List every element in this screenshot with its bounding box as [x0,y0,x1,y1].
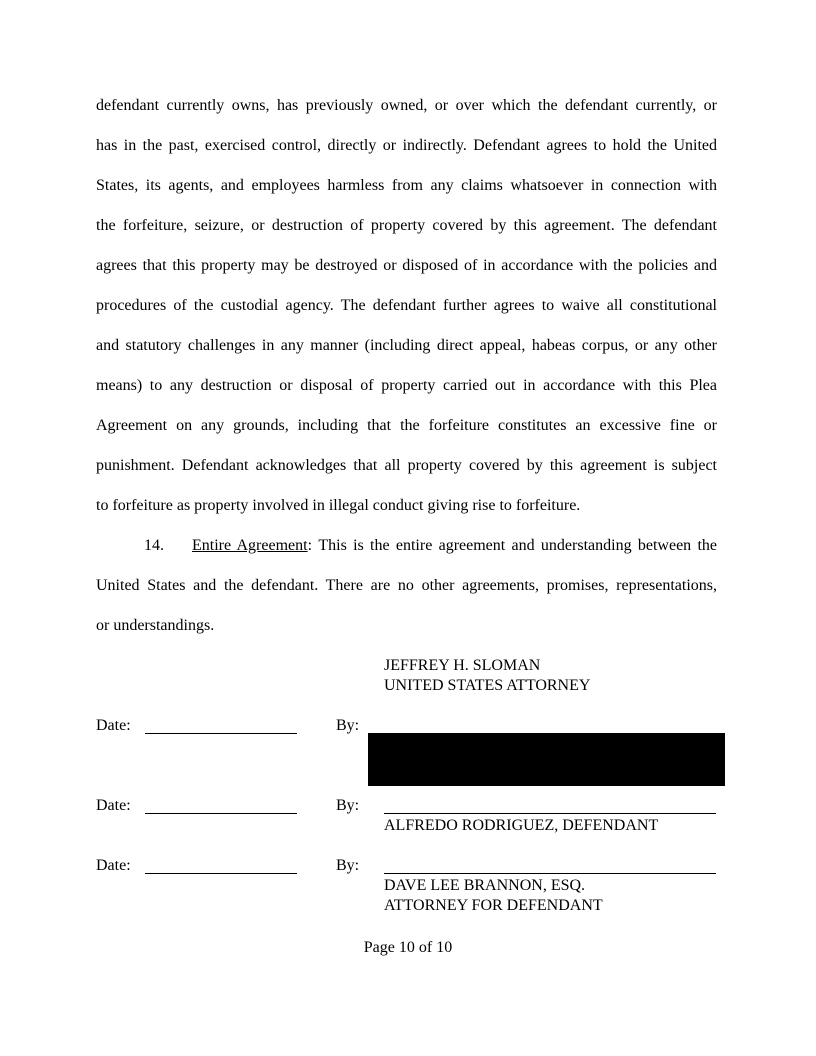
body-line: to forfeiture as property involved in illegal conduct giving rise to forfeiture. [96,497,581,514]
body-line: and statutory challenges in any manner (including direct appeal, habeas corpus, or any other [96,337,717,354]
counsel-name: DAVE LEE BRANNON, ESQ. [384,877,586,894]
date-line [145,873,297,874]
body-line: procedures of the custodial agency. The defendant further agrees to waive all constitutional [96,297,717,314]
by-label: By: [336,857,360,874]
body-line: punishment. Defendant acknowledges that all property covered by this agreement is subject [96,457,717,474]
date-line [145,813,297,814]
counsel-title: ATTORNEY FOR DEFENDANT [384,897,603,914]
by-label: By: [336,797,360,814]
us-attorney-title: UNITED STATES ATTORNEY [384,677,591,694]
section-heading: Entire Agreement [192,537,308,554]
body-line: agrees that this property may be destroyed or disposed of in accordance with the policies and [96,257,717,274]
body-line: Agreement on any grounds, including that the forfeiture constitutes an excessive fine or [96,417,717,434]
date-line [145,733,297,734]
page-number: Page 10 of 10 [363,939,453,956]
body-line: means) to any destruction or disposal of property carried out in accordance with this Plea [96,377,717,394]
section-line: or understandings. [96,617,215,634]
date-label: Date: [96,797,131,814]
section-number: 14. [144,537,164,554]
signature-line [384,873,716,874]
section-line: United States and the defendant. There are no other agreements, promises, representations, [96,577,717,594]
body-line: has in the past, exercised control, directly or indirectly. Defendant agrees to hold the United [96,137,717,154]
signature-line [384,813,716,814]
body-line: the forfeiture, seizure, or destruction of property covered by this agreement. The defendant [96,217,717,234]
section-heading-colon: : [307,537,313,554]
us-attorney-name: JEFFREY H. SLOMAN [384,657,541,674]
body-line: defendant currently owns, has previously owned, or over which the defendant currently, or [96,97,717,114]
body-line: States, its agents, and employees harmless from any claims whatsoever in connection with [96,177,717,194]
redaction-box [368,733,725,786]
section-first-line-text: This is the entire agreement and understanding between the [318,537,718,554]
date-label: Date: [96,857,131,874]
by-label: By: [336,717,360,734]
defendant-name: ALFREDO RODRIGUEZ, DEFENDANT [384,817,659,834]
section-first-line [192,536,717,556]
date-label: Date: [96,717,131,734]
